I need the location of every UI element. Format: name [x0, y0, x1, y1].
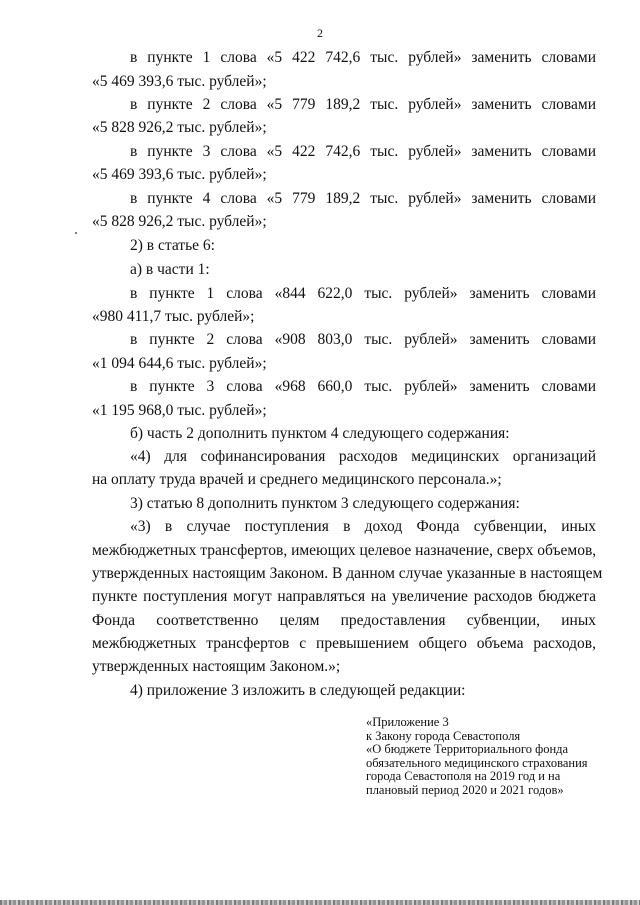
text-line: в пункте 2 слова «5 779 189,2 тыс. рублей» заменить словами [130, 96, 596, 113]
page-number: 2 [317, 26, 323, 40]
scan-edge [0, 900, 640, 905]
text-line: 2) в статье 6: [130, 237, 215, 254]
text-line: межбюджетных трансфертов, имеющих целевое назначение, сверх объемов, [92, 542, 597, 559]
text-line: в пункте 1 слова «844 622,0 тыс. рублей» заменить словами [130, 285, 596, 302]
text-line: на оплату труда врачей и среднего медицинского персонала.»; [92, 471, 502, 488]
text-line: в пункте 1 слова «5 422 742,6 тыс. рублей» заменить словами [130, 49, 596, 66]
text-line: в пункте 3 слова «5 422 742,6 тыс. рублей» заменить словами [130, 143, 596, 160]
text-line: утвержденных настоящим Законом. В данном случае указанные в настоящем [92, 565, 603, 582]
text-line: «1 094 644,6 тыс. рублей»; [92, 355, 267, 372]
text-line: в пункте 4 слова «5 779 189,2 тыс. рублей» заменить словами [130, 190, 596, 207]
appendix-line: «О бюджете Территориального фонда [366, 742, 569, 756]
text-line: утвержденных настоящим Законом.»; [92, 658, 341, 675]
text-line: пункте поступления могут направляться на увеличение расходов бюджета [92, 588, 596, 605]
text-line: 3) статью 8 дополнить пунктом 3 следующего содержания: [130, 495, 520, 512]
appendix-line: «Приложение 3 [366, 715, 449, 729]
text-line: межбюджетных трансфертов с превышением общего объема расходов, [92, 635, 596, 652]
text-line: «1 195 968,0 тыс. рублей»; [92, 402, 267, 419]
text-line: в пункте 3 слова «968 660,0 тыс. рублей» заменить словами [130, 378, 596, 395]
text-line: б) часть 2 дополнить пунктом 4 следующего содержания: [130, 425, 510, 442]
text-line: «980 411,7 тыс. рублей»; [92, 308, 255, 325]
appendix-header [366, 716, 588, 797]
text-line: а) в части 1: [130, 261, 210, 278]
text-line: «5 828 926,2 тыс. рублей»; [92, 213, 267, 230]
text-line: Фонда соответственно целям предоставления субвенции, иных [92, 612, 596, 629]
text-line: «5 469 393,6 тыс. рублей»; [92, 73, 267, 90]
appendix-line: обязательного медицинского страхования [366, 755, 588, 770]
text-line: «3) в случае поступления в доход Фонда субвенции, иных [130, 518, 596, 535]
appendix-line: к Закону города Севастополя [366, 728, 521, 743]
text-line: «4) для софинансирования расходов медицинских организаций [130, 448, 596, 465]
appendix-line: города Севастополя на 2019 год и на [366, 769, 561, 783]
text-line: 4) приложение 3 изложить в следующей редакции: [130, 682, 466, 699]
text-line: «5 828 926,2 тыс. рублей»; [92, 119, 267, 136]
scan-speck [75, 232, 77, 234]
appendix-line: плановый период 2020 и 2021 годов» [366, 782, 564, 797]
text-line: «5 469 393,6 тыс. рублей»; [92, 166, 267, 183]
text-line: в пункте 2 слова «908 803,0 тыс. рублей» заменить словами [130, 331, 596, 348]
